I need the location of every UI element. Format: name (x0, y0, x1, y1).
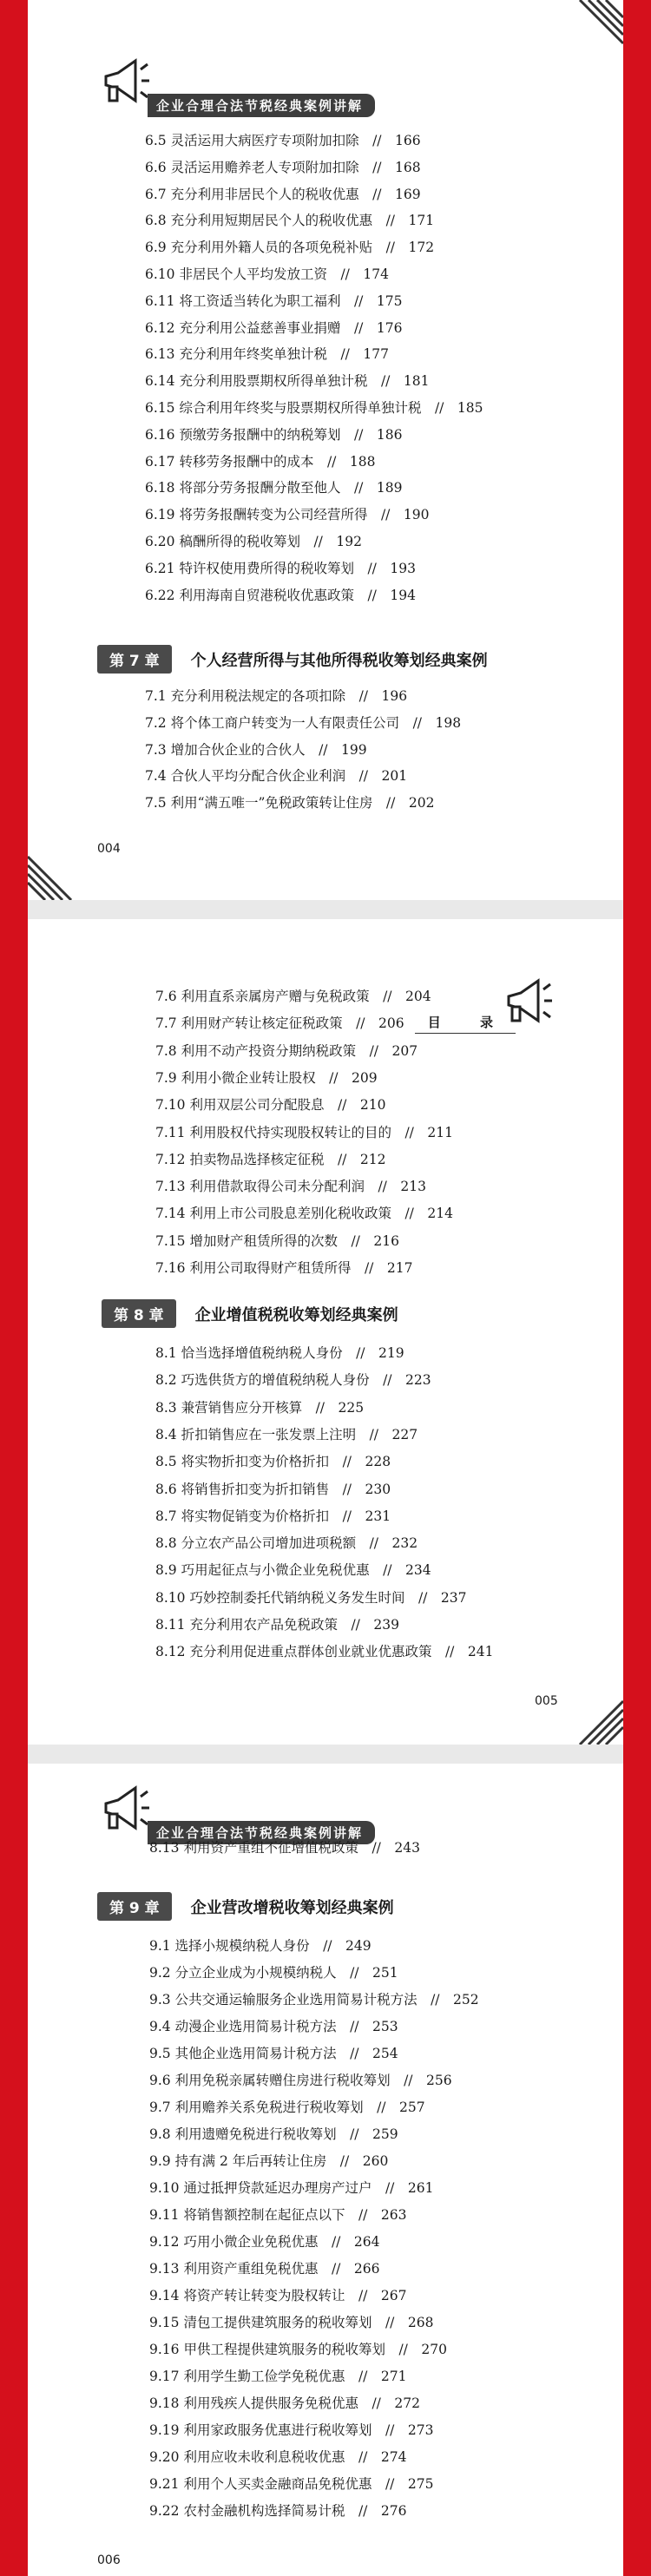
page-number: 005 (535, 1694, 558, 1708)
toc-entry[interactable]: 9.8 利用遗赠免税进行税收筹划 // 259 (149, 2126, 398, 2142)
toc-entry[interactable]: 8.5 将实物折扣变为价格折扣 // 228 (155, 1454, 391, 1470)
page-gap (28, 1745, 623, 1764)
toc-entry[interactable]: 8.4 折扣销售应在一张发票上注明 // 227 (155, 1426, 418, 1442)
toc-entry[interactable]: 6.17 转移劳务报酬中的成本 // 188 (145, 453, 376, 470)
toc-entry[interactable]: 6.21 特许权使用费所得的税收筹划 // 193 (145, 560, 416, 576)
toc-entry[interactable]: 9.3 公共交通运输服务企业选用简易计税方法 // 252 (149, 1992, 479, 2008)
toc-entry[interactable]: 9.17 利用学生勤工俭学免税优惠 // 271 (149, 2369, 407, 2384)
toc-entry[interactable]: 9.6 利用免税亲属转赠住房进行税收筹划 // 256 (149, 2073, 452, 2088)
toc-entry[interactable]: 7.10 利用双层公司分配股息 // 210 (155, 1097, 386, 1114)
toc-entry[interactable]: 7.2 将个体工商户转变为一人有限责任公司 // 198 (145, 714, 462, 731)
toc-entry[interactable]: 9.16 甲供工程提供建筑服务的税收筹划 // 270 (149, 2342, 447, 2357)
toc-entry[interactable]: 6.16 预缴劳务报酬中的纳税筹划 // 186 (145, 426, 403, 443)
book-title: 企业合理合法节税经典案例讲解 (148, 94, 375, 117)
toc-entry[interactable]: 9.7 利用赡养关系免税进行税收筹划 // 257 (149, 2100, 425, 2115)
chapter-title: 企业增值税税收筹划经典案例 (194, 1305, 398, 1324)
toc-entry[interactable]: 7.7 利用财产转让核定征税政策 // 206 (155, 1015, 404, 1032)
toc-entry[interactable]: 6.15 综合利用年终奖与股票期权所得单独计税 // 185 (145, 400, 483, 416)
toc-entry[interactable]: 7.12 拍卖物品选择核定征税 // 212 (155, 1151, 386, 1167)
chapter-number-badge: 第 7 章 (97, 645, 172, 674)
toc-entry[interactable]: 6.11 将工资适当转化为职工福利 // 175 (145, 292, 403, 309)
page-number: 006 (97, 2553, 121, 2567)
toc-entry[interactable]: 9.4 动漫企业选用简易计税方法 // 253 (149, 2019, 398, 2034)
toc-entry[interactable]: 8.13 利用资产重组不征增值税政策 // 243 (149, 1840, 420, 1856)
toc-entry[interactable]: 9.22 农村金融机构选择简易计税 // 276 (149, 2503, 407, 2519)
toc-entry[interactable]: 6.10 非居民个人平均发放工资 // 174 (145, 266, 389, 282)
page-number: 004 (97, 842, 121, 856)
toc-entry[interactable]: 7.13 利用借款取得公司未分配利润 // 213 (155, 1179, 426, 1195)
toc-entry[interactable]: 8.2 巧选供货方的增值税纳税人身份 // 223 (155, 1372, 431, 1389)
page-gap (28, 900, 623, 919)
megaphone-icon (97, 1781, 151, 1835)
toc-entry[interactable]: 6.19 将劳务报酬转变为公司经营所得 // 190 (145, 507, 430, 523)
chapter-heading[interactable] (97, 645, 488, 673)
toc-entry[interactable]: 9.18 利用残疾人提供服务免税优惠 // 272 (149, 2395, 420, 2411)
toc-entry[interactable]: 9.10 通过抵押贷款延迟办理房产过户 // 261 (149, 2180, 434, 2196)
chapter-title: 企业营改增税收筹划经典案例 (190, 1898, 394, 1917)
toc-entry[interactable]: 9.14 将资产转让转变为股权转让 // 267 (149, 2288, 407, 2303)
chapter-title: 个人经营所得与其他所得税收筹划经典案例 (190, 651, 488, 670)
toc-entry[interactable]: 8.9 巧用起征点与小微企业免税优惠 // 234 (155, 1562, 431, 1579)
toc-entry[interactable]: 6.14 充分利用股票期权所得单独计税 // 181 (145, 373, 430, 390)
toc-entry[interactable]: 6.7 充分利用非居民个人的税收优惠 // 169 (145, 186, 421, 202)
toc-entry[interactable]: 8.1 恰当选择增值税纳税人身份 // 219 (155, 1345, 404, 1361)
chapter-number-badge: 第 8 章 (102, 1299, 176, 1328)
toc-entry[interactable]: 8.10 巧妙控制委托代销纳税义务发生时间 // 237 (155, 1589, 467, 1606)
toc-header (415, 952, 554, 1030)
right-red-border (623, 0, 651, 2576)
toc-entry[interactable]: 7.16 利用公司取得财产租赁所得 // 217 (155, 1260, 413, 1276)
corner-stripes-icon (28, 839, 89, 900)
megaphone-icon (500, 974, 554, 1028)
toc-entry[interactable]: 7.6 利用直系亲属房产赠与免税政策 // 204 (155, 989, 431, 1004)
toc-page-004 (28, 0, 623, 900)
toc-entry[interactable]: 9.21 利用个人买卖金融商品免税优惠 // 275 (149, 2476, 434, 2492)
toc-entry[interactable]: 8.11 充分利用农产品免税政策 // 239 (155, 1617, 399, 1633)
toc-entry[interactable]: 7.8 利用不动产投资分期纳税政策 // 207 (155, 1042, 418, 1059)
toc-entry[interactable]: 6.13 充分利用年终奖单独计税 // 177 (145, 346, 389, 363)
left-red-border (0, 0, 28, 2576)
toc-entry[interactable]: 9.20 利用应收未收利息税收优惠 // 274 (149, 2449, 407, 2465)
toc-entry[interactable]: 7.15 增加财产租赁所得的次数 // 216 (155, 1232, 399, 1249)
toc-entry[interactable]: 9.2 分立企业成为小规模纳税人 // 251 (149, 1965, 398, 1981)
toc-entry[interactable]: 7.5 利用“满五唯一”免税政策转让住房 // 202 (145, 795, 435, 812)
toc-entry[interactable]: 8.8 分立农产品公司增加进项税额 // 232 (155, 1535, 418, 1552)
toc-label: 目 录 (415, 1013, 516, 1034)
toc-entry[interactable]: 9.1 选择小规模纳税人身份 // 249 (149, 1938, 372, 1954)
toc-entry[interactable]: 9.13 利用资产重组免税优惠 // 266 (149, 2261, 380, 2277)
corner-stripes-icon (562, 1684, 623, 1745)
toc-entry[interactable]: 6.9 充分利用外籍人员的各项免税补贴 // 172 (145, 240, 435, 256)
toc-entry[interactable]: 9.19 利用家政服务优惠进行税收筹划 // 273 (149, 2422, 434, 2438)
toc-entry[interactable]: 9.5 其他企业选用简易计税方法 // 254 (149, 2046, 398, 2061)
chapter-heading[interactable] (102, 1299, 398, 1327)
toc-entry[interactable]: 6.5 灵活运用大病医疗专项附加扣除 // 166 (145, 133, 421, 148)
toc-entry[interactable]: 8.7 将实物促销变为价格折扣 // 231 (155, 1508, 391, 1524)
toc-entry[interactable]: 6.8 充分利用短期居民个人的税收优惠 // 171 (145, 213, 435, 229)
toc-entry[interactable]: 6.6 灵活运用赡养老人专项附加扣除 // 168 (145, 159, 421, 175)
toc-entry[interactable]: 9.9 持有满 2 年后再转让住房 // 260 (149, 2153, 389, 2169)
toc-page-005 (28, 919, 623, 1745)
toc-entry[interactable]: 8.3 兼营销售应分开核算 // 225 (155, 1399, 365, 1416)
toc-entry[interactable]: 7.4 合伙人平均分配合伙企业利润 // 201 (145, 768, 408, 785)
toc-entry[interactable]: 9.11 将销售额控制在起征点以下 // 263 (149, 2207, 407, 2223)
megaphone-icon (97, 54, 151, 108)
toc-entry[interactable]: 8.12 充分利用促进重点群体创业就业优惠政策 // 241 (155, 1644, 494, 1660)
toc-entry[interactable]: 7.11 利用股权代持实现股权转让的目的 // 211 (155, 1124, 453, 1140)
toc-page-006 (28, 1764, 623, 2576)
toc-entry[interactable]: 6.22 利用海南自贸港税收优惠政策 // 194 (145, 587, 416, 603)
toc-entry[interactable]: 7.9 利用小微企业转让股权 // 209 (155, 1069, 378, 1086)
toc-entry[interactable]: 6.18 将部分劳务报酬分散至他人 // 189 (145, 480, 403, 496)
toc-entry[interactable]: 7.3 增加合伙企业的合伙人 // 199 (145, 741, 367, 758)
toc-entry[interactable]: 7.14 利用上市公司股息差别化税收政策 // 214 (155, 1206, 453, 1222)
toc-entry[interactable]: 8.6 将销售折扣变为折扣销售 // 230 (155, 1481, 391, 1497)
book-title: 企业合理合法节税经典案例讲解 (148, 1821, 375, 1844)
corner-stripes-icon (562, 0, 623, 61)
toc-entry[interactable]: 9.12 巧用小微企业免税优惠 // 264 (149, 2234, 380, 2250)
toc-entry[interactable]: 6.12 充分利用公益慈善事业捐赠 // 176 (145, 319, 403, 336)
chapter-heading[interactable] (97, 1892, 394, 1920)
toc-entry[interactable]: 6.20 稿酬所得的税收筹划 // 192 (145, 534, 362, 549)
toc-entry[interactable]: 9.15 清包工提供建筑服务的税收筹划 // 268 (149, 2315, 434, 2330)
chapter-number-badge: 第 9 章 (97, 1892, 172, 1921)
toc-entry[interactable]: 7.1 充分利用税法规定的各项扣除 // 196 (145, 688, 408, 704)
